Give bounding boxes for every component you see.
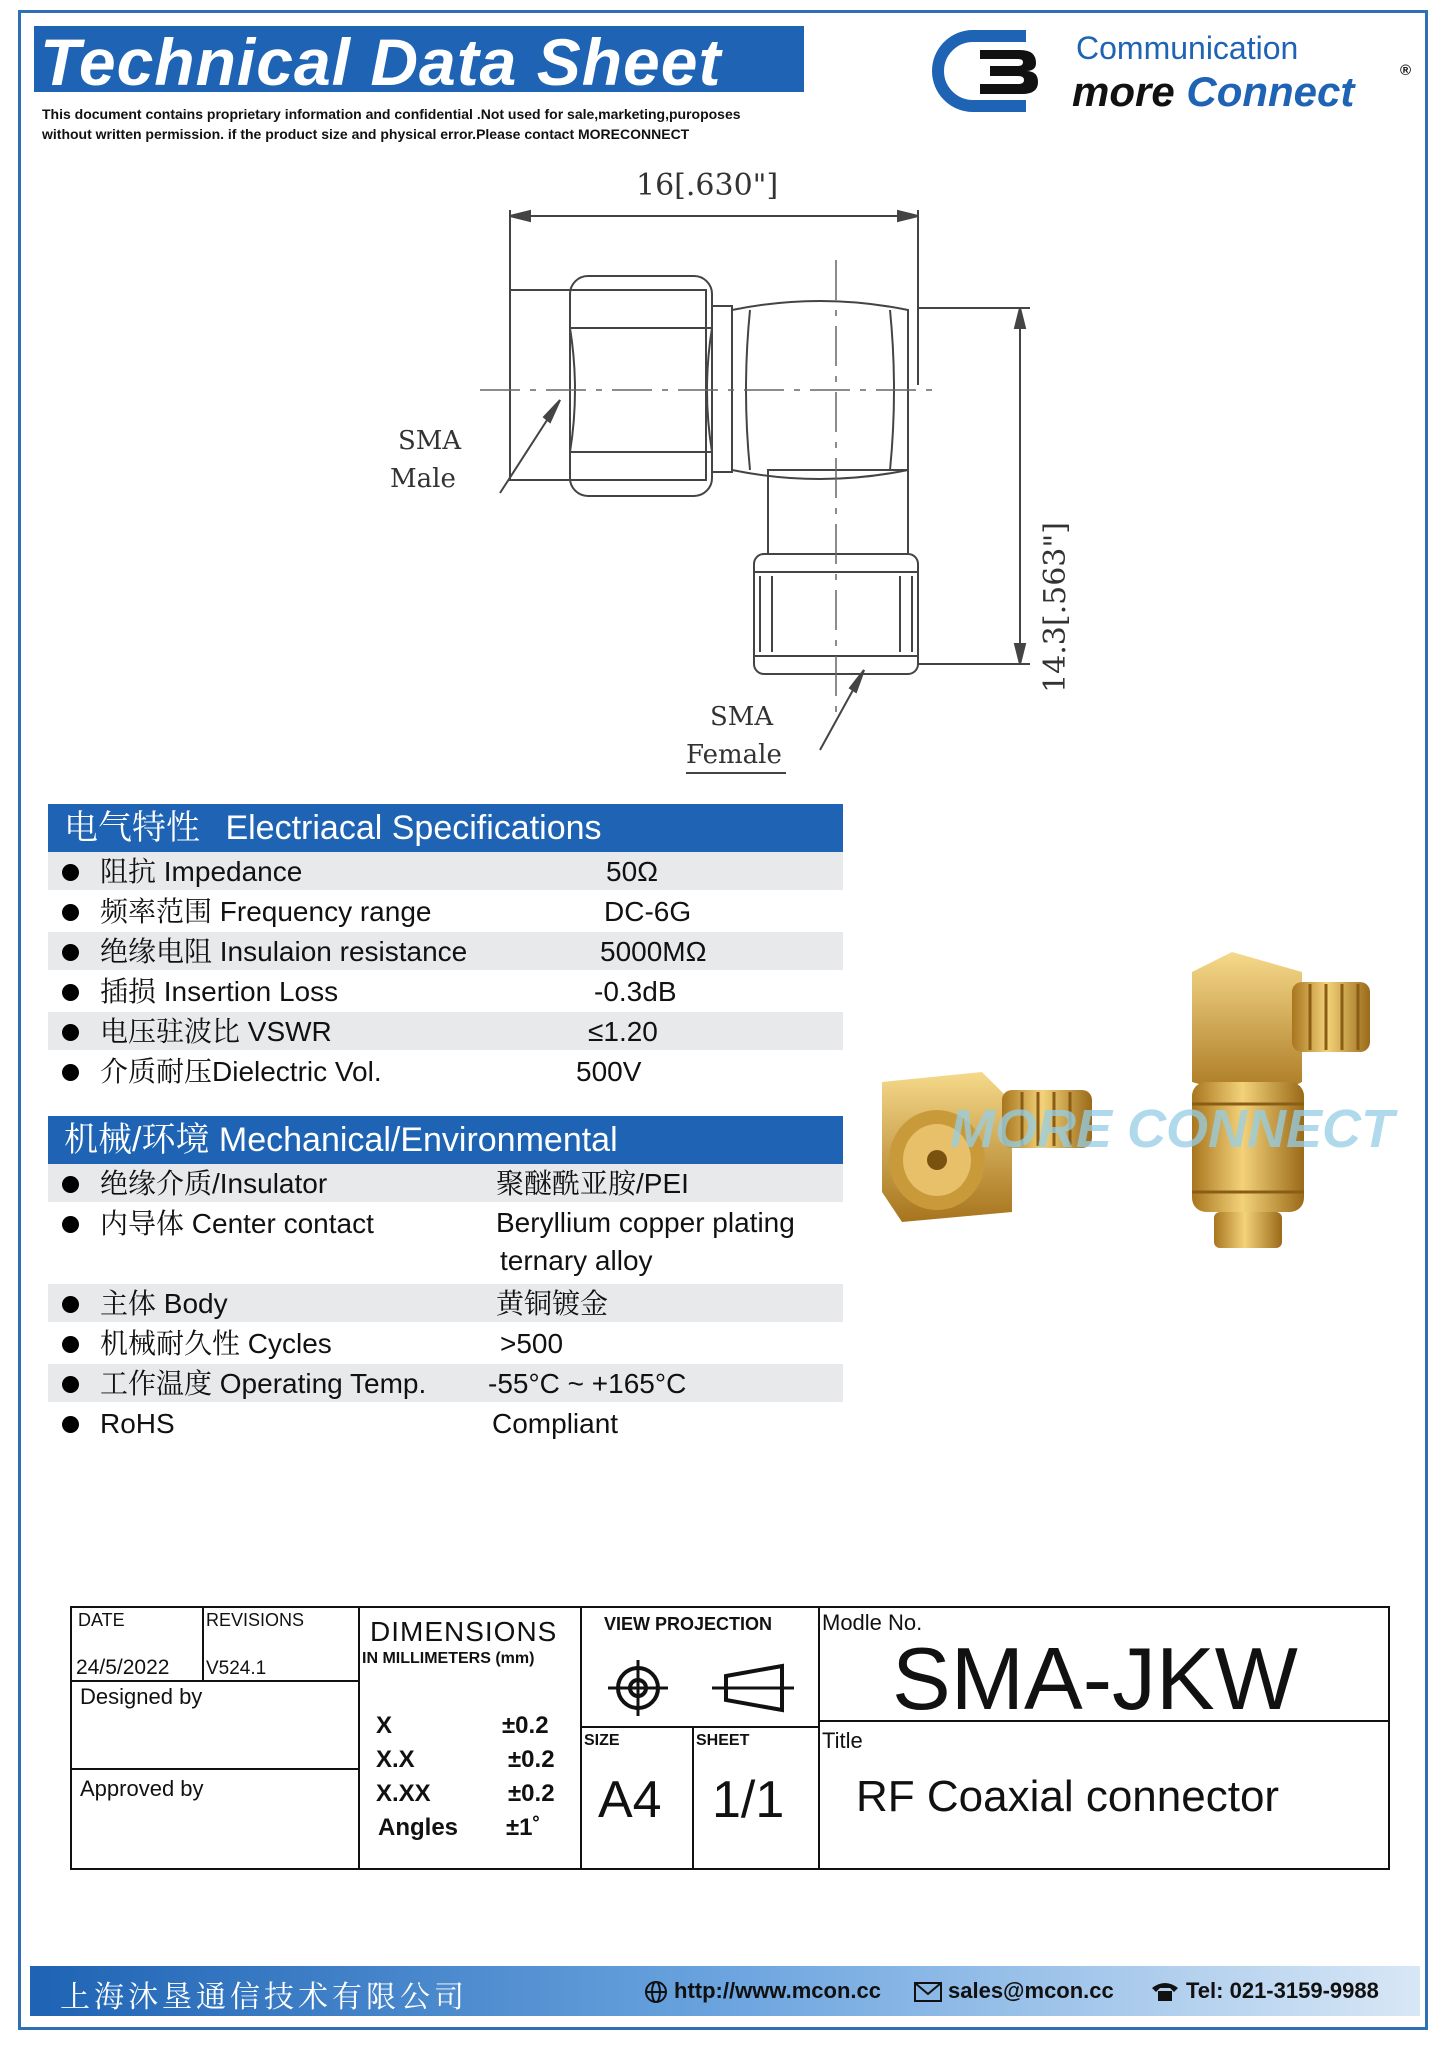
spec-label: RoHS [100,1408,175,1439]
tolerance-value: ±0.2 [508,1746,555,1773]
electrical-header-en: Electriacal Specifications [225,809,602,847]
bullet-icon [62,1024,79,1041]
company-name: 上海沐垦通信技术有限公司 [60,1981,468,2014]
sheet-label: SHEET [696,1732,750,1749]
spec-row [48,852,843,892]
bullet-icon [62,904,79,921]
model-label: Modle No. [822,1610,923,1635]
title-block [70,1606,1390,1870]
spec-row [48,972,843,1012]
spec-value [496,1204,795,1280]
spec-label: 主体 Body [100,1288,228,1319]
designed-by-label: Designed by [80,1684,203,1709]
spec-row [48,1052,843,1092]
bullet-icon [62,1064,79,1081]
mechanical-header-text: 机械/环境 Mechanical/Environmental [64,1121,618,1159]
spec-label: 工作温度 Operating Temp. [100,1368,427,1399]
date-value: 24/5/2022 [76,1656,170,1679]
spec-value-line-1: Beryllium copper plating [496,1207,795,1238]
electrical-rows [48,852,843,1092]
website-link[interactable]: http://www.mcon.cc [674,1978,881,2003]
brand-name [1072,68,1354,116]
company-logo-icon [928,26,1048,116]
revisions-label: REVISIONS [206,1610,305,1630]
mechanical-rows [48,1164,843,1444]
disclaimer-line-2: without written permission. if the product size and physical error.Please contact MORECONNECT [42,126,690,142]
spec-label: 绝缘电阻 Insulaion resistance [100,936,468,967]
spec-row [48,1284,843,1324]
brand-word-more: more [1072,68,1175,115]
spec-value: -0.3dB [594,976,677,1007]
spec-label: 绝缘介质/Insulator [100,1168,328,1199]
photo-watermark: MORE CONNECT [950,1099,1394,1159]
tolerance-value: ±0.2 [508,1780,555,1807]
bullet-icon [62,864,79,881]
dimensions-unit: IN MILLIMETERS (mm) [362,1650,535,1667]
size-label: SIZE [584,1732,620,1749]
approved-by-label: Approved by [80,1776,204,1801]
tolerance-label: X.XX [376,1780,431,1807]
dimensions-label: DIMENSIONS [370,1616,558,1647]
spec-row [48,1164,843,1204]
date-label: DATE [78,1610,125,1630]
electrical-header-cn: 电气特性 [64,809,200,847]
spec-value: -55°C ~ +165°C [488,1368,687,1399]
sma-male-label-2: Male [390,464,456,494]
sheet-value: 1/1 [712,1771,785,1829]
spec-value: ≤1.20 [588,1016,658,1047]
spec-value: 黄铜镀金 [496,1288,609,1319]
spec-value: 5000MΩ [600,936,707,967]
spec-row [48,892,843,932]
revisions-value: V524.1 [206,1658,267,1679]
disclaimer-line-1: This document contains proprietary information and confidential .Not used for sale,marketing,puroposes [42,106,741,122]
spec-value: 500V [576,1056,642,1087]
mechanical-header [48,1116,843,1164]
spec-label: 机械耐久性 Cycles [100,1328,332,1359]
bullet-icon [62,1216,79,1233]
product-photo [862,842,1372,1342]
width-dimension: 16[.630"] [636,168,779,203]
brand-tagline: Communication [1076,30,1299,66]
phone-icon [1150,1980,1180,2002]
bullet-icon [62,1376,79,1393]
spec-label: 插损 Insertion Loss [100,976,339,1007]
height-dimension: 14.3[.563"] [1037,522,1073,693]
bullet-icon [62,944,79,961]
tolerance-label: Angles [378,1814,459,1841]
disclaimer [42,104,741,144]
registered-mark: ® [1400,62,1412,79]
spec-value: 聚醚酰亚胺/PEI [496,1168,689,1199]
bullet-icon [62,984,79,1001]
email-link[interactable]: sales@mcon.cc [948,1978,1114,2003]
bullet-icon [62,1336,79,1353]
spec-row [48,1404,843,1444]
spec-row [48,1324,843,1364]
tolerance-value: ±1˚ [506,1814,541,1841]
globe-icon [644,1980,668,2004]
brand-word-connect: Connect [1186,68,1355,115]
bullet-icon [62,1176,79,1193]
tolerance-label: X [376,1712,393,1739]
spec-value: DC-6G [604,896,692,927]
electrical-header [48,804,843,852]
sma-male-label-1: SMA [398,426,462,456]
spec-value: >500 [500,1328,564,1359]
spec-label: 内导体 Center contact [100,1208,374,1239]
model-value: SMA-JKW [892,1629,1298,1728]
spec-value: 50Ω [606,856,659,887]
spec-label: 阻抗 Impedance [100,856,303,887]
spec-row [48,1012,843,1052]
title-value: RF Coaxial connector [856,1772,1280,1821]
spec-label: 频率范围 Frequency range [100,896,432,927]
spec-label: 介质耐压Dielectric Vol. [100,1056,382,1087]
spec-value-line-2: ternary alloy [500,1245,653,1276]
spec-label: 电压驻波比 VSWR [100,1016,332,1047]
size-value: A4 [598,1771,662,1829]
bullet-icon [62,1296,79,1313]
spec-row [48,1364,843,1404]
projection-symbol-icon [602,1656,802,1720]
spec-value: Compliant [492,1408,619,1439]
phone-number: Tel: 021-3159-9988 [1186,1978,1379,2003]
title-banner [34,25,804,99]
view-projection-label: VIEW PROJECTION [604,1614,773,1634]
tolerance-label: X.X [376,1746,415,1773]
bullet-icon [62,1416,79,1433]
page-title: Technical Data Sheet [40,25,722,99]
footer-bar [30,1966,1420,2016]
mail-icon [914,1982,942,2002]
female-label-underline [686,772,786,774]
sma-female-label-1: SMA [710,702,774,732]
spec-row [48,1204,843,1284]
spec-row [48,932,843,972]
sma-female-label-2: Female [686,740,782,770]
title-label: Title [822,1728,863,1753]
tolerance-value: ±0.2 [502,1712,549,1739]
